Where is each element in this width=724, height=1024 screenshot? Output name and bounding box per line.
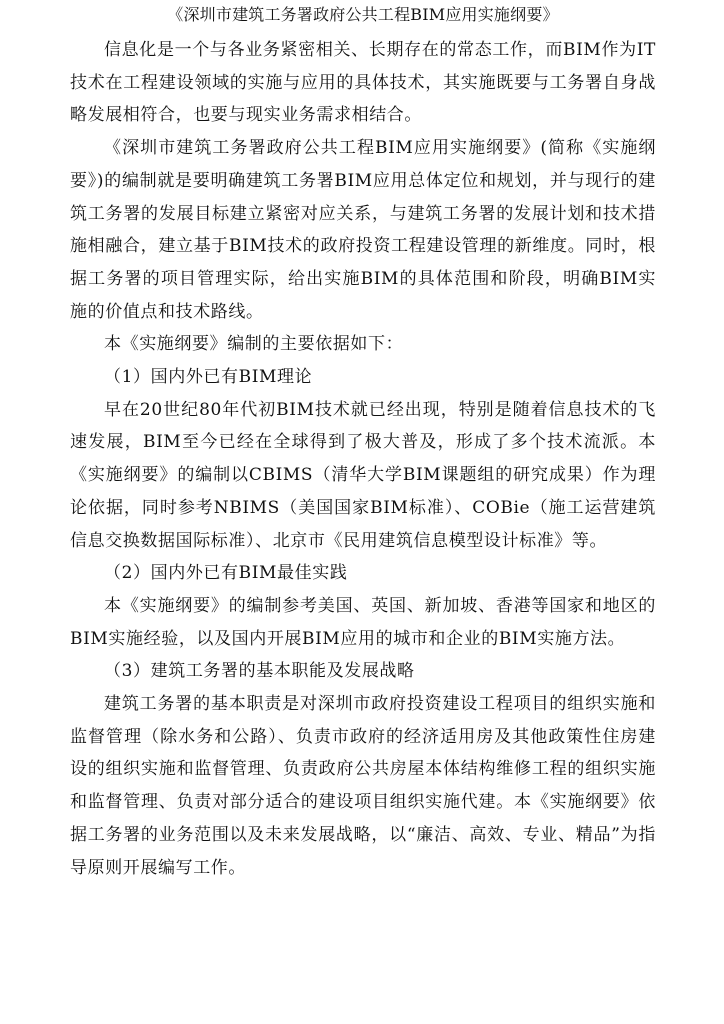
- section-heading-bim-theory: （1）国内外已有BIM理论: [104, 367, 313, 388]
- paragraph-outline-purpose: 《深圳市建筑工务署政府公共工程BIM应用实施纲要》(简称《实施纲要》)的编制就是要明确建筑工务署BIM应用总体定位和规划，并与现行的建筑工务署的发展目标建立紧密对应关系，与建筑工务署的发展计划和技术措施相融合，建立基于BIM技术的政府投资工程建设管理的新维度。同时，根据工务署的项目管理实际，给出实施BIM的具体范围和阶段，明确BIM实施的价值点和技术路线。: [70, 138, 656, 322]
- document-title: 《深圳市建筑工务署政府公共工程BIM应用实施纲要》: [167, 5, 559, 24]
- document-page: [70, 0, 656, 884]
- paragraph-functions-strategy: 建筑工务署的基本职责是对深圳市政府投资建设工程项目的组织实施和监督管理（除水务和公路）、负责市政府的经济适用房及其他政策性住房建设的组织实施和监督管理、负责政府公共房屋本体结构维修工程的组织实施和监督管理、负责对部分适合的建设项目组织实施代建。本《实施纲要》依据工务署的业务范围以及未来发展战略，以“廉洁、高效、专业、精品”为指导原则开展编写工作。: [70, 694, 656, 878]
- section-heading-functions-strategy: （3）建筑工务署的基本职能及发展战略: [104, 661, 415, 682]
- section-heading-best-practice: （2）国内外已有BIM最佳实践: [104, 563, 348, 584]
- paragraph-informatization: 信息化是一个与各业务紧密相关、长期存在的常态工作，而BIM作为IT技术在工程建设领域的实施与应用的具体技术，其实施既要与工务署自身战略发展相符合，也要与现实业务需求相结合。: [70, 40, 656, 126]
- paragraph-bim-theory: 早在20世纪80年代初BIM技术就已经出现，特别是随着信息技术的飞速发展，BIM至今已经在全球得到了极大普及，形成了多个技术流派。本《实施纲要》的编制以CBIMS（清华大学BIM课题组的研究成果）作为理论依据，同时参考NBIMS（美国国家BIM标准）、COBie（施工运营建筑信息交换数据国际标准）、北京市《民用建筑信息模型设计标准》等。: [70, 399, 656, 551]
- paragraph-basis-intro: 本《实施纲要》编制的主要依据如下：: [104, 334, 404, 355]
- paragraph-best-practice: 本《实施纲要》的编制参考美国、英国、新加坡、香港等国家和地区的BIM实施经验，以及国内开展BIM应用的城市和企业的BIM实施方法。: [70, 595, 656, 649]
